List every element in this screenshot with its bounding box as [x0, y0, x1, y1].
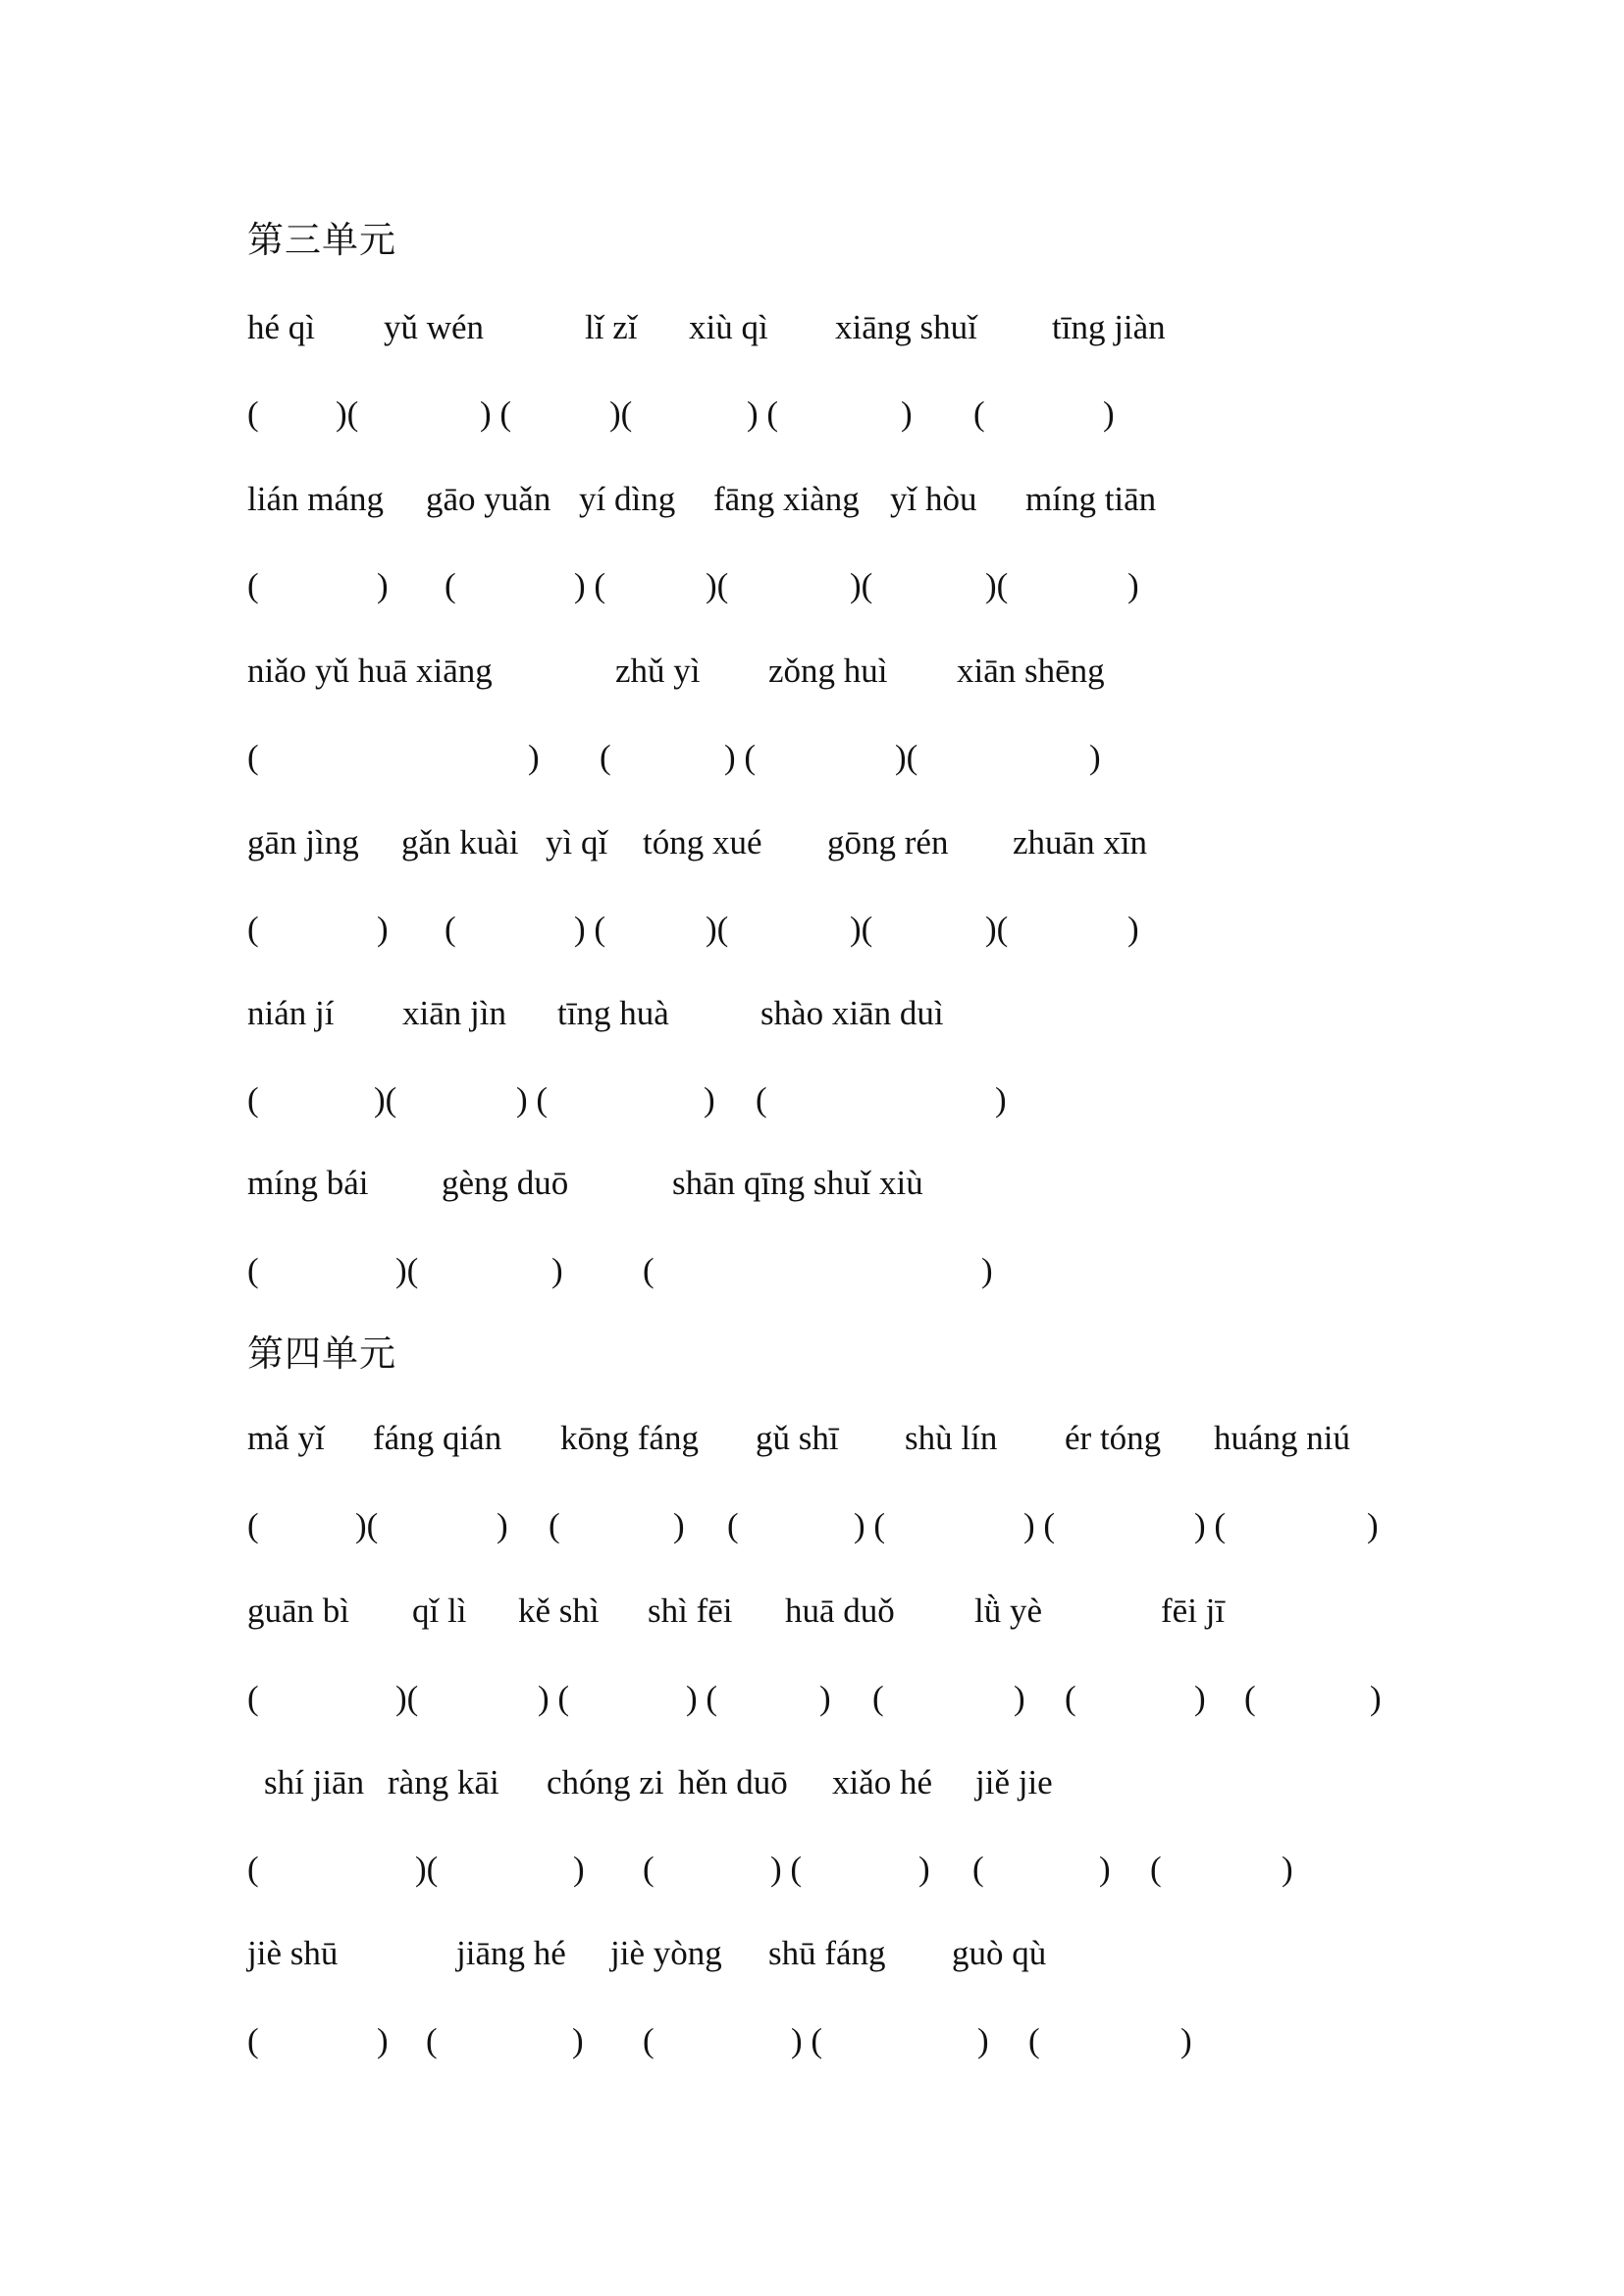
answer-bracket: ): [1370, 1679, 1382, 1717]
pinyin-word: zǒng huì: [768, 652, 888, 690]
pinyin-word: huáng niú: [1214, 1419, 1351, 1457]
answer-bracket: ): [377, 2021, 389, 2060]
answer-bracket: (: [872, 1679, 884, 1717]
answer-bracket: (: [549, 1506, 560, 1544]
answer-bracket: ) (: [747, 394, 779, 433]
answer-bracket: ) (: [854, 1506, 886, 1544]
pinyin-word: xiān jìn: [402, 994, 506, 1032]
answer-bracket: ): [573, 1850, 585, 1888]
answer-bracket: ): [497, 1506, 508, 1544]
answer-bracket: ): [1282, 1850, 1293, 1888]
answer-bracket: ) (: [1194, 1506, 1227, 1544]
pinyin-word: yì qǐ: [546, 823, 608, 861]
pinyin-word: jiě jie: [975, 1763, 1053, 1801]
answer-bracket: )(: [374, 1080, 397, 1119]
pinyin-word: lián máng: [247, 480, 384, 518]
pinyin-word: fáng qián: [373, 1419, 502, 1457]
answer-bracket: ) (: [686, 1679, 718, 1717]
pinyin-word: ér tóng: [1065, 1419, 1162, 1457]
pinyin-word: guò qù: [952, 1934, 1047, 1972]
pinyin-word: shí jiān: [264, 1763, 365, 1801]
pinyin-word: míng tiān: [1025, 480, 1157, 518]
pinyin-word: lǜ yè: [974, 1592, 1043, 1630]
pinyin-word: lǐ zǐ: [585, 308, 638, 346]
answer-bracket: ): [1014, 1679, 1025, 1717]
section-title: 第四单元: [247, 1332, 396, 1375]
pinyin-word: tīng huà: [557, 994, 669, 1032]
pinyin-word: gāo yuǎn: [426, 480, 551, 518]
answer-bracket: (: [1244, 1679, 1256, 1717]
answer-bracket: )(: [355, 1506, 379, 1544]
answer-bracket: (: [643, 2021, 655, 2060]
answer-bracket: (: [247, 1850, 259, 1888]
pinyin-word: nián jí: [247, 994, 335, 1032]
pinyin-word: jiè yòng: [610, 1934, 722, 1972]
answer-bracket: (: [247, 1080, 259, 1119]
answer-bracket: )(: [395, 1679, 419, 1717]
answer-bracket: )(: [706, 910, 729, 948]
answer-bracket: ): [377, 566, 389, 604]
pinyin-word: shū fáng: [768, 1934, 886, 1972]
answer-bracket: (: [972, 1850, 984, 1888]
pinyin-word: jiè shū: [247, 1934, 339, 1972]
pinyin-word: niǎo yǔ huā xiāng: [247, 652, 493, 690]
answer-bracket: ): [995, 1080, 1007, 1119]
answer-bracket: ): [1367, 1506, 1379, 1544]
answer-bracket: ) (: [770, 1850, 803, 1888]
answer-bracket: ): [377, 910, 389, 948]
answer-bracket: ) (: [516, 1080, 549, 1119]
answer-bracket: ): [1194, 1679, 1206, 1717]
answer-bracket: (: [727, 1506, 739, 1544]
pinyin-word: hé qì: [247, 308, 316, 346]
answer-bracket: (: [247, 1506, 259, 1544]
answer-bracket: (: [756, 1080, 767, 1119]
pinyin-word: shào xiān duì: [760, 994, 944, 1032]
answer-bracket: ): [551, 1251, 563, 1289]
answer-bracket: )(: [895, 738, 918, 776]
pinyin-word: gǔ shī: [756, 1419, 839, 1457]
answer-bracket: ) (: [480, 394, 512, 433]
answer-bracket: (: [247, 2021, 259, 2060]
pinyin-word: huā duǒ: [785, 1592, 895, 1630]
section-title: 第三单元: [247, 219, 396, 261]
answer-bracket: (: [1065, 1679, 1076, 1717]
answer-bracket: ): [918, 1850, 930, 1888]
pinyin-word: yí dìng: [579, 480, 676, 518]
answer-bracket: )(: [336, 394, 359, 433]
answer-bracket: ) (: [1023, 1506, 1056, 1544]
answer-bracket: )(: [395, 1251, 419, 1289]
pinyin-word: míng bái: [247, 1164, 369, 1202]
answer-bracket: (: [247, 910, 259, 948]
pinyin-word: zhuān xīn: [1013, 823, 1148, 861]
pinyin-word: shì fēi: [648, 1592, 733, 1630]
pinyin-word: fēi jī: [1161, 1592, 1226, 1630]
answer-bracket: (: [973, 394, 985, 433]
pinyin-word: xiù qì: [689, 308, 768, 346]
pinyin-word: tīng jiàn: [1052, 308, 1166, 346]
answer-bracket: ): [1089, 738, 1101, 776]
answer-bracket: ): [1180, 2021, 1192, 2060]
answer-bracket: )(: [985, 566, 1009, 604]
answer-bracket: (: [445, 910, 456, 948]
pinyin-word: yǐ hòu: [890, 480, 977, 518]
answer-bracket: ): [977, 2021, 989, 2060]
answer-bracket: (: [247, 566, 259, 604]
answer-bracket: ): [819, 1679, 831, 1717]
answer-bracket: (: [1150, 1850, 1162, 1888]
pinyin-word: kě shì: [518, 1592, 600, 1630]
answer-bracket: )(: [985, 910, 1009, 948]
pinyin-word: xiān shēng: [957, 652, 1105, 690]
pinyin-word: guān bì: [247, 1592, 350, 1630]
answer-bracket: ): [1127, 566, 1139, 604]
pinyin-word: jiāng hé: [456, 1934, 566, 1972]
answer-bracket: (: [426, 2021, 438, 2060]
pinyin-word: qǐ lì: [412, 1592, 467, 1630]
answer-bracket: (: [643, 1850, 655, 1888]
answer-bracket: )(: [850, 566, 873, 604]
pinyin-word: gōng rén: [827, 823, 949, 861]
answer-bracket: (: [247, 738, 259, 776]
answer-bracket: (: [643, 1251, 655, 1289]
pinyin-word: ràng kāi: [388, 1763, 499, 1801]
answer-bracket: )(: [609, 394, 633, 433]
pinyin-word: xiāng shuǐ: [835, 308, 977, 346]
answer-bracket: )(: [850, 910, 873, 948]
pinyin-word: yǔ wén: [384, 308, 485, 346]
pinyin-word: zhǔ yì: [615, 652, 701, 690]
pinyin-word: shù lín: [905, 1419, 998, 1457]
answer-bracket: (: [445, 566, 456, 604]
pinyin-word: tóng xué: [643, 823, 762, 861]
answer-bracket: ): [1103, 394, 1115, 433]
pinyin-word: mǎ yǐ: [247, 1419, 325, 1457]
answer-bracket: (: [247, 394, 259, 433]
answer-bracket: )(: [706, 566, 729, 604]
answer-bracket: ) (: [574, 910, 606, 948]
answer-bracket: ) (: [538, 1679, 570, 1717]
pinyin-word: gǎn kuài: [401, 823, 519, 861]
pinyin-word: hěn duō: [678, 1763, 788, 1801]
answer-bracket: ): [673, 1506, 685, 1544]
pinyin-word: chóng zi: [547, 1763, 664, 1801]
pinyin-word: gān jìng: [247, 823, 359, 861]
answer-bracket: ): [572, 2021, 584, 2060]
answer-bracket: (: [247, 1679, 259, 1717]
pinyin-word: xiǎo hé: [832, 1763, 933, 1801]
answer-bracket: ): [528, 738, 540, 776]
answer-bracket: (: [1028, 2021, 1040, 2060]
answer-bracket: ): [1127, 910, 1139, 948]
answer-bracket: (: [600, 738, 611, 776]
answer-bracket: (: [247, 1251, 259, 1289]
answer-bracket: ): [1099, 1850, 1111, 1888]
answer-bracket: )(: [415, 1850, 439, 1888]
pinyin-word: fāng xiàng: [713, 480, 860, 518]
answer-bracket: ): [901, 394, 913, 433]
pinyin-word: kōng fáng: [560, 1419, 699, 1457]
answer-bracket: ): [704, 1080, 715, 1119]
answer-bracket: ) (: [791, 2021, 823, 2060]
answer-bracket: ) (: [574, 566, 606, 604]
answer-bracket: ): [981, 1251, 993, 1289]
pinyin-word: shān qīng shuǐ xiù: [672, 1164, 923, 1202]
answer-bracket: ) (: [724, 738, 757, 776]
pinyin-word: gèng duō: [442, 1164, 569, 1202]
